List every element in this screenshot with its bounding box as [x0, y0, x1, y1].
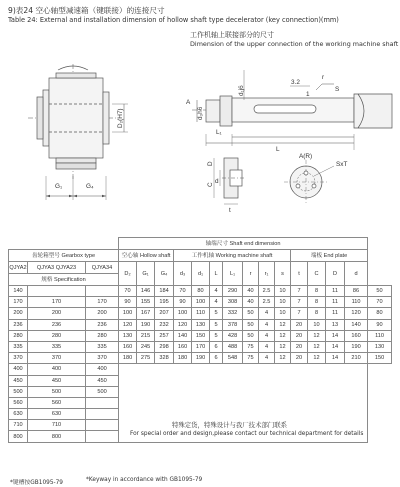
- label-d3h6: d₃h6: [197, 106, 204, 120]
- col-header: G₄: [155, 262, 174, 286]
- spec-cell: 800: [9, 431, 28, 442]
- spec-cell: 370: [28, 353, 86, 364]
- label-32: 3.2: [291, 79, 300, 86]
- value-cell: 180: [174, 353, 192, 364]
- value-cell: 195: [155, 297, 174, 308]
- value-cell: 20: [291, 319, 308, 330]
- special-order-en: For special order and design,please contact our technical department for details: [130, 431, 364, 437]
- spec-cell: 236: [86, 319, 119, 330]
- value-cell: 90: [368, 319, 392, 330]
- col-header: s: [275, 262, 291, 286]
- spec-cell: 370: [9, 353, 28, 364]
- value-cell: 75: [243, 353, 259, 364]
- spec-cell: 710: [28, 420, 86, 431]
- table-row: [9, 330, 392, 341]
- value-cell: 11: [326, 308, 345, 319]
- spec-cell: [86, 409, 119, 420]
- spec-cell: 500: [28, 386, 86, 397]
- col-header: L: [210, 262, 223, 286]
- value-cell: 275: [137, 353, 155, 364]
- spec-cell: 560: [28, 397, 86, 408]
- value-cell: 5: [210, 319, 223, 330]
- label-d-upper: D: [207, 161, 214, 166]
- value-cell: 86: [345, 286, 368, 297]
- header-shaft-end: 轴端尺寸 Shaft end dimension: [119, 238, 368, 250]
- spec-cell: 236: [28, 319, 86, 330]
- section-title-en: Table 24: External and installation dimension of hollow shaft type decelerator (key connection)(mm): [8, 16, 339, 24]
- label-c: C: [207, 182, 214, 187]
- value-cell: 14: [326, 341, 345, 352]
- value-cell: 40: [243, 286, 259, 297]
- header-working-shaft: 工作机轴 Working machine shaft: [174, 250, 291, 262]
- label-1: 1: [306, 91, 310, 98]
- label-s: S: [335, 86, 340, 93]
- label-l: L: [276, 146, 280, 153]
- spec-cell: [86, 431, 119, 442]
- label-a: A: [186, 99, 191, 106]
- col-header: d₃: [174, 262, 192, 286]
- value-cell: 150: [368, 353, 392, 364]
- value-cell: 12: [308, 353, 326, 364]
- value-cell: 190: [345, 341, 368, 352]
- value-cell: 167: [137, 308, 155, 319]
- value-cell: 140: [174, 330, 192, 341]
- value-cell: 4: [259, 319, 275, 330]
- spec-cell: 630: [28, 409, 86, 420]
- value-cell: 40: [243, 297, 259, 308]
- value-cell: 298: [155, 341, 174, 352]
- spec-cell: 170: [9, 297, 28, 308]
- label-sxt: SxT: [336, 161, 348, 168]
- value-cell: 120: [174, 319, 192, 330]
- label-d1j6: d₁j6: [238, 85, 245, 96]
- value-cell: 428: [223, 330, 243, 341]
- bolt-circle-view: [284, 160, 334, 204]
- value-cell: 12: [275, 319, 291, 330]
- value-cell: 110: [192, 308, 210, 319]
- value-cell: 160: [119, 341, 137, 352]
- value-cell: 70: [368, 297, 392, 308]
- value-cell: 14: [326, 353, 345, 364]
- spec-cell: [86, 397, 119, 408]
- value-cell: 110: [368, 330, 392, 341]
- spec-cell: 450: [28, 375, 86, 386]
- value-cell: 8: [308, 297, 326, 308]
- value-cell: 328: [155, 353, 174, 364]
- value-cell: 160: [345, 330, 368, 341]
- special-order-cn: 特殊定货，特殊设计与我厂技术部门联系: [172, 421, 288, 429]
- value-cell: 4: [210, 297, 223, 308]
- section-title-cn: 9)表24 空心轴型减速箱（键联接）的连接尺寸: [8, 6, 165, 15]
- spec-cell: 500: [86, 386, 119, 397]
- value-cell: 5: [210, 330, 223, 341]
- spec-cell: 370: [86, 353, 119, 364]
- value-cell: 146: [137, 286, 155, 297]
- value-cell: 80: [368, 308, 392, 319]
- value-cell: 6: [210, 341, 223, 352]
- col-model: QJYA34: [86, 262, 119, 274]
- value-cell: 110: [345, 297, 368, 308]
- label-d-small: d: [215, 178, 219, 185]
- spec-cell: 280: [28, 330, 86, 341]
- spec-cell: 140: [9, 286, 28, 297]
- spec-cell: [86, 420, 119, 431]
- value-cell: 2.5: [259, 297, 275, 308]
- value-cell: 130: [119, 330, 137, 341]
- value-cell: 7: [291, 308, 308, 319]
- value-cell: 12: [275, 330, 291, 341]
- value-cell: 12: [275, 341, 291, 352]
- spec-cell: 560: [9, 397, 28, 408]
- value-cell: 10: [308, 319, 326, 330]
- spec-cell: 500: [9, 386, 28, 397]
- technical-drawing: [0, 0, 400, 236]
- value-cell: 10: [275, 308, 291, 319]
- spec-cell: 710: [9, 420, 28, 431]
- spec-cell: 400: [9, 364, 28, 375]
- value-cell: 50: [243, 330, 259, 341]
- col-model: QJYA2: [9, 262, 28, 274]
- subtitle-cn: 工作机轴上联接部分的尺寸: [190, 31, 274, 39]
- label-ar: A(R): [299, 153, 313, 160]
- table-row: [9, 319, 392, 330]
- value-cell: 130: [368, 341, 392, 352]
- header-hollow-shaft: 空心轴 Hollow shaft: [119, 250, 174, 262]
- value-cell: 232: [155, 319, 174, 330]
- spec-cell: 280: [86, 330, 119, 341]
- value-cell: 13: [326, 319, 345, 330]
- spec-cell: 800: [28, 431, 86, 442]
- col-header: d₁: [192, 262, 210, 286]
- label-l1: L₁: [216, 129, 222, 136]
- spec-cell: 200: [86, 308, 119, 319]
- spec-cell: 236: [9, 319, 28, 330]
- header-specification: 规格 Specification: [9, 274, 119, 286]
- spec-cell: 170: [86, 297, 119, 308]
- value-cell: 180: [119, 353, 137, 364]
- table-row: [9, 286, 392, 297]
- table-row: [9, 297, 392, 308]
- value-cell: 210: [345, 353, 368, 364]
- value-cell: 10: [275, 286, 291, 297]
- value-cell: 50: [243, 308, 259, 319]
- col-header: D: [326, 262, 345, 286]
- value-cell: 100: [192, 297, 210, 308]
- col-header: L₁: [223, 262, 243, 286]
- value-cell: 4: [210, 286, 223, 297]
- subtitle-en: Dimension of the upper connection of the working machine shaft: [190, 40, 399, 48]
- value-cell: 155: [137, 297, 155, 308]
- value-cell: 150: [192, 330, 210, 341]
- spec-cell: [86, 286, 119, 297]
- value-cell: 7: [291, 286, 308, 297]
- value-cell: 190: [192, 353, 210, 364]
- value-cell: 80: [192, 286, 210, 297]
- value-cell: 140: [345, 319, 368, 330]
- value-cell: 207: [155, 308, 174, 319]
- col-header: D₂: [119, 262, 137, 286]
- value-cell: 130: [192, 319, 210, 330]
- spec-cell: 335: [28, 341, 86, 352]
- value-cell: 75: [243, 341, 259, 352]
- value-cell: 120: [345, 308, 368, 319]
- value-cell: 4: [259, 330, 275, 341]
- value-cell: 184: [155, 286, 174, 297]
- label-g4: G₄: [86, 183, 94, 190]
- col-header: r: [243, 262, 259, 286]
- value-cell: 257: [155, 330, 174, 341]
- value-cell: 90: [174, 297, 192, 308]
- value-cell: 70: [119, 286, 137, 297]
- value-cell: 12: [275, 353, 291, 364]
- end-plate-view: [214, 158, 246, 204]
- value-cell: 245: [137, 341, 155, 352]
- header-end-plate: 端板 End plate: [291, 250, 368, 262]
- table-row: [9, 353, 392, 364]
- value-cell: 50: [368, 286, 392, 297]
- value-cell: 8: [308, 308, 326, 319]
- value-cell: 190: [137, 319, 155, 330]
- value-cell: 4: [259, 341, 275, 352]
- value-cell: 8: [308, 286, 326, 297]
- table-row: [9, 364, 392, 375]
- label-t: t: [229, 207, 231, 214]
- spec-cell: 200: [9, 308, 28, 319]
- col-header: G₁: [137, 262, 155, 286]
- value-cell: 332: [223, 308, 243, 319]
- value-cell: 4: [259, 308, 275, 319]
- table-row: [9, 341, 392, 352]
- value-cell: 308: [223, 297, 243, 308]
- value-cell: 378: [223, 319, 243, 330]
- value-cell: 20: [291, 353, 308, 364]
- value-cell: 488: [223, 341, 243, 352]
- value-cell: 120: [119, 319, 137, 330]
- header-gearbox-type: 齿轮箱型号 Gearbox type: [9, 250, 119, 262]
- value-cell: 100: [119, 308, 137, 319]
- value-cell: 20: [291, 341, 308, 352]
- label-d2h7: D₂(H7): [117, 108, 124, 128]
- value-cell: 100: [174, 308, 192, 319]
- value-cell: 50: [243, 319, 259, 330]
- spec-cell: [28, 286, 86, 297]
- value-cell: 12: [308, 330, 326, 341]
- footnote-cn: *键槽按GB1095-79: [10, 480, 63, 486]
- spec-cell: 450: [9, 375, 28, 386]
- value-cell: 170: [192, 341, 210, 352]
- value-cell: 10: [275, 297, 291, 308]
- value-cell: 70: [174, 286, 192, 297]
- spec-cell: 450: [86, 375, 119, 386]
- footnote-en: *Keyway in accordance with GB1095-79: [86, 477, 203, 483]
- spec-cell: 335: [9, 341, 28, 352]
- spec-cell: 400: [28, 364, 86, 375]
- col-header: d: [345, 262, 368, 286]
- col-header: t: [291, 262, 308, 286]
- value-cell: 290: [223, 286, 243, 297]
- value-cell: 2.5: [259, 286, 275, 297]
- col-header: C: [308, 262, 326, 286]
- col-header: r₁: [259, 262, 275, 286]
- label-g1: G₁: [55, 183, 63, 190]
- spec-cell: 335: [86, 341, 119, 352]
- label-r: r: [322, 74, 325, 81]
- spec-cell: 170: [28, 297, 86, 308]
- spec-cell: 630: [9, 409, 28, 420]
- value-cell: 7: [291, 297, 308, 308]
- value-cell: 548: [223, 353, 243, 364]
- hollow-shaft-view: [28, 64, 128, 200]
- value-cell: 14: [326, 330, 345, 341]
- col-model: QJYA3 QJYA23: [28, 262, 86, 274]
- value-cell: 160: [174, 341, 192, 352]
- value-cell: 20: [291, 330, 308, 341]
- spec-cell: 280: [9, 330, 28, 341]
- dimension-table: [8, 237, 392, 443]
- value-cell: 215: [137, 330, 155, 341]
- spec-cell: 200: [28, 308, 86, 319]
- value-cell: 6: [210, 353, 223, 364]
- value-cell: 5: [210, 308, 223, 319]
- value-cell: 11: [326, 297, 345, 308]
- table-row: [9, 308, 392, 319]
- value-cell: 12: [308, 341, 326, 352]
- spec-cell: 400: [86, 364, 119, 375]
- value-cell: 90: [119, 297, 137, 308]
- value-cell: 4: [259, 353, 275, 364]
- value-cell: 11: [326, 286, 345, 297]
